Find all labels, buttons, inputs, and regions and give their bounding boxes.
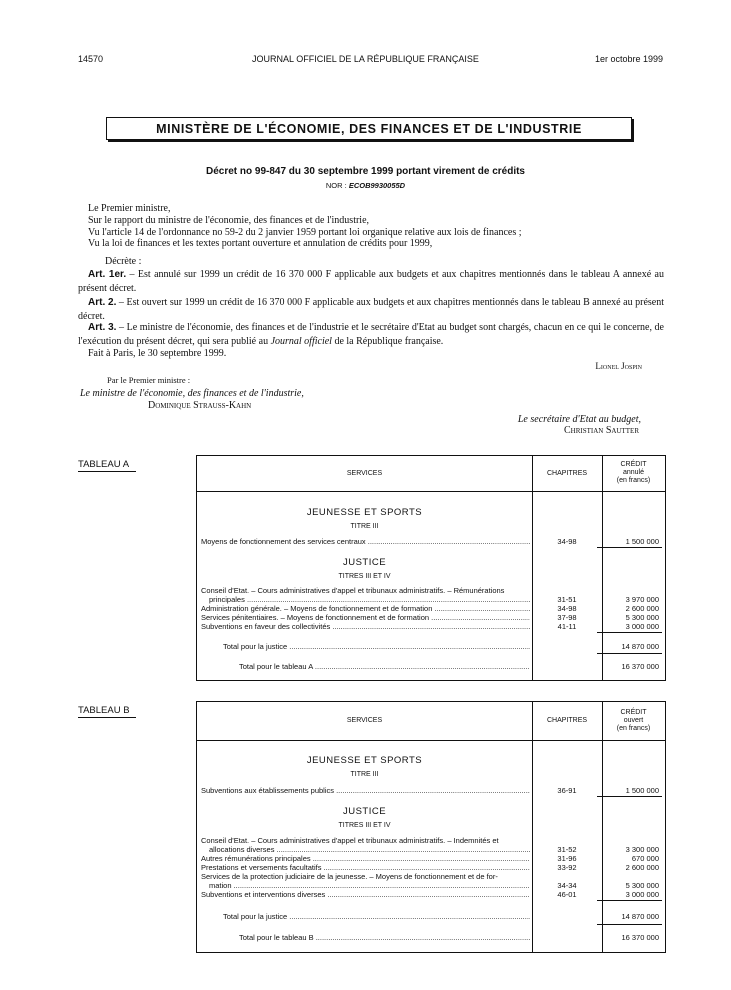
section-jeunesse: JEUNESSE ET SPORTS [306,755,423,766]
table-row-desc: Services pénitentiaires. – Moyens de fonctionnement et de formation ..... [201,613,530,622]
table-row-desc: Moyens de fonctionnement des services centraux ..... [201,537,530,546]
table-row-amount: 5 300 000 [625,613,659,622]
tableau-a [196,455,666,681]
decree-title: Décret no 99-847 du 30 septembre 1999 portant virement de crédits [205,166,525,177]
total-justice: Total pour la justice ..... [223,642,530,651]
titre-label: TITRE III [350,523,379,530]
table-row-chapitre: 41-11 [557,622,577,631]
table-row-chapitre: 36-91 [557,786,577,795]
section-justice: JUSTICE [342,806,387,817]
article-1: Art. 1er. – Est annulé sur 1999 un crédit de 16 370 000 F applicable aux budgets et aux chapitres mentionnés dans le tableau A annexé au présent décret. [78,269,664,294]
ministry-banner [106,117,632,140]
nor-reference: NOR : ECOB9930055D [325,181,406,190]
decrete-line: Décrète : [105,256,142,267]
table-row-chapitre: 34-98 [557,604,577,613]
tableau-b [196,701,666,953]
section-justice: JUSTICE [342,557,387,568]
pm-signature: Lionel Jospin [595,361,642,371]
header-services: SERVICES [346,470,383,477]
table-row-chapitre: 34-34 [557,881,577,890]
table-row-desc: allocations diverses ..... [209,845,530,854]
journal-title: JOURNAL OFFICIEL DE LA RÉPUBLIQUE FRANÇAISE [252,54,479,64]
table-row-amount: 1 500 000 [625,786,659,795]
table-row-desc: Administration générale. – Moyens de fonctionnement et de formation ..... [201,604,530,613]
table-row-desc: Subventions en faveur des collectivités ..... [201,622,530,631]
minister-title: Le ministre de l'économie, des finances et de l'industrie, [80,388,304,399]
table-row-amount: 3 300 000 [625,845,659,854]
table-row-amount: 3 970 000 [625,595,659,604]
table-row-chapitre: 33-92 [557,863,577,872]
article-3: Art. 3. – Le ministre de l'économie, des finances et de l'industrie et le secrétaire d'Etat au budget sont chargés, chacun en ce qui le concerne, de l'exécution du présent décret, qui sera publié au Journal officiel de la République française. [78,322,664,347]
total-tableau-b: Total pour le tableau B ..... [239,933,530,942]
table-row-amount: 670 000 [631,854,659,863]
total-justice-amount: 14 870 000 [621,912,659,921]
visa-3: Vu la loi de finances et les textes portant ouverture et annulation de crédits pour 1999, [88,238,433,249]
visa-2: Vu l'article 14 de l'ordonnance no 59-2 du 2 janvier 1959 portant loi organique relative aux lois de finances ; [88,227,522,238]
table-row-chapitre: 31-51 [557,595,577,604]
table-row-amount: 2 600 000 [625,604,659,613]
table-row-desc: Subventions aux établissements publics ..... [201,786,530,795]
table-row-desc: Conseil d'Etat. – Cours administratives d'appel et tribunaux administratifs. – Indemnités et [201,836,499,845]
table-row-desc: principales ..... [209,595,530,604]
total-tableau-a-amount: 16 370 000 [621,662,659,671]
total-justice: Total pour la justice ..... [223,912,530,921]
header-chapitres: CHAPITRES [546,470,588,477]
secretary-name: Christian Sautter [563,425,639,436]
tableau-b-label: TABLEAU B [78,705,136,718]
total-tableau-b-amount: 16 370 000 [621,933,659,942]
table-row-chapitre: 46-01 [557,890,577,899]
tableau-a-label: TABLEAU A [78,459,136,472]
titres-label: TITRES III ET IV [338,573,391,580]
table-row-chapitre: 31-52 [557,845,577,854]
header-services: SERVICES [346,717,383,724]
visa-1: Sur le rapport du ministre de l'économie, des finances et de l'industrie, [88,215,370,226]
total-justice-amount: 14 870 000 [621,642,659,651]
titres-label: TITRES III ET IV [338,822,391,829]
table-row-desc: Autres rémunérations principales ..... [201,854,530,863]
ministry-title: MINISTÈRE DE L'ÉCONOMIE, DES FINANCES ET DE L'INDUSTRIE [156,121,582,136]
nor-code: ECOB9930055D [348,181,406,190]
table-row-desc: Services de la protection judiciaire de la jeunesse. – Moyens de fonctionnement et de for- [201,872,498,881]
table-row-desc: Conseil d'Etat. – Cours administratives d'appel et tribunaux administratifs. – Rémunérations [201,586,505,595]
total-tableau-a: Total pour le tableau A ..... [239,662,530,671]
table-row-desc: Subventions et interventions diverses ..... [201,890,530,899]
table-row-desc: Prestations et versements facultatifs ..... [201,863,530,872]
article-2: Art. 2. – Est ouvert sur 1999 un crédit de 16 370 000 F applicable aux budgets et aux chapitres mentionnés dans le tableau B annexé au présent décret. [78,297,664,322]
signed-at: Fait à Paris, le 30 septembre 1999. [88,348,227,359]
table-row-desc: mation ..... [209,881,530,890]
header-chapitres: CHAPITRES [546,717,588,724]
secretary-title: Le secrétaire d'Etat au budget, [517,414,641,425]
section-jeunesse: JEUNESSE ET SPORTS [306,507,423,518]
page-number: 14570 [78,54,104,64]
par-line: Par le Premier ministre : [107,375,191,385]
header-credit: CRÉDIT annulé (en francs) [616,461,651,484]
titre-label: TITRE III [350,771,379,778]
table-row-amount: 3 000 000 [625,890,659,899]
header-credit: CRÉDIT ouvert (en francs) [616,709,651,732]
table-row-chapitre: 31-96 [557,854,577,863]
issue-date: 1er octobre 1999 [594,54,663,64]
table-row-amount: 1 500 000 [625,537,659,546]
table-row-chapitre: 37-98 [557,613,577,622]
table-row-chapitre: 34-98 [557,537,577,546]
table-row-amount: 5 300 000 [625,881,659,890]
intro-line: Le Premier ministre, [88,203,171,214]
table-row-amount: 2 600 000 [625,863,659,872]
minister-name: Dominique Strauss-Kahn [148,400,252,411]
table-row-amount: 3 000 000 [625,622,659,631]
